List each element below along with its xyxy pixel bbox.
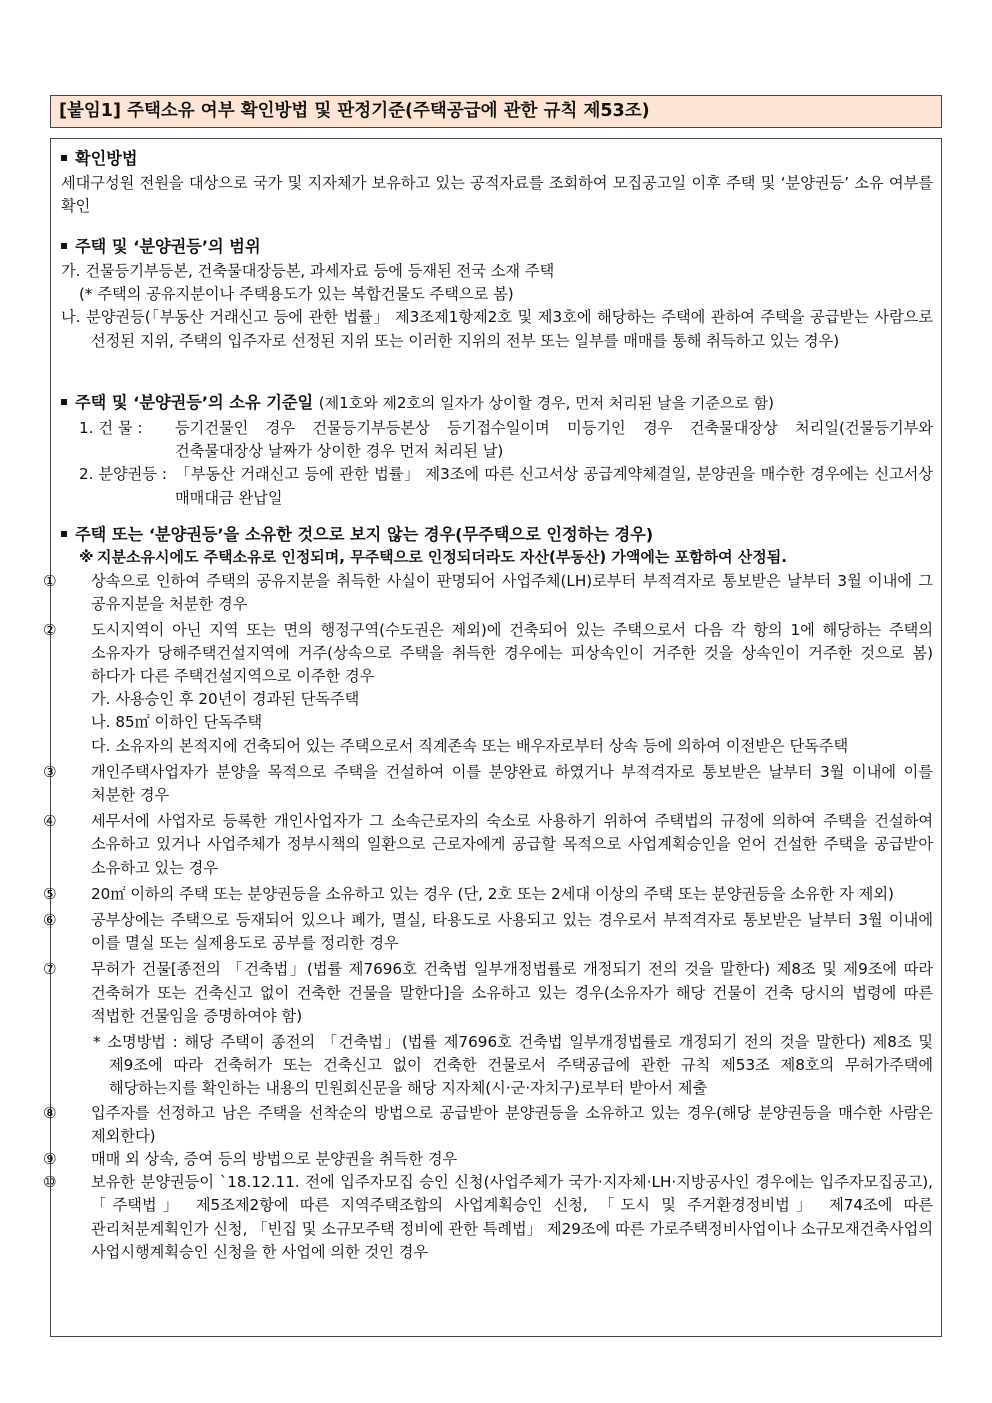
sub-list-item: 다. 소유자의 본적지에 건축되어 있는 주택으로서 직계존속 또는 배우자로부터 상속 등에 의하여 이전받은 단독주택 [91, 736, 849, 755]
square-bullet-icon [61, 243, 67, 249]
content-box [43, 138, 942, 1337]
list-item: ③ 개인주택사업자가 분양을 목적으로 주택을 건설하여 이를 분양완료 하였거나 부적격자로 통보받은 날부터 3월 이내에 이를 처분한 경우 [43, 762, 933, 805]
page-title: [붙임1] 주택소유 여부 확인방법 및 판정기준(주택공급에 관한 규칙 제53조) [50, 95, 942, 128]
list-item: ⑤ 20㎡ 이하의 주택 또는 분양권등을 소유하고 있는 경우 (단, 2호 또는 2세대 이상의 주택 또는 분양권등을 소유한 자 제외) [43, 884, 894, 903]
list-item: ⑦ 무허가 건물[종전의 「건축법」(법률 제7696호 건축법 일부개정법률로 개정되기 전의 것을 말한다) 제8조 및 제9조에 따라 건축허가 또는 건축신고 없이 건축한 건물을 말한다]을 소유하고 있는 경우(소유자가 해당 건물이 건축 당시의 법령에 따른 적법한 건물임을 증명하여야 함) [43, 960, 933, 1025]
section-base-date [61, 391, 933, 510]
section-check-method [61, 147, 933, 218]
list-item: 2. 분양권등 : 「부동산 거래신고 등에 관한 법률」 제3조에 따른 신고서상 공급계약체결일, 분양권을 매수한 경우에는 신고서상 매매대금 완납일 [79, 465, 933, 507]
square-bullet-icon [61, 531, 67, 537]
sub-list-item: 가. 사용승인 후 20년이 경과된 단독주택 [91, 690, 360, 709]
list-item: 1. 건 물 : 등기건물인 경우 건물등기부등본상 등기접수일이며 미등기인 경우 건축물대장상 처리일(건물등기부와 건축물대장상 날짜가 상이한 경우 먼저 처리된 날) [79, 419, 933, 461]
section-header: 주택 및 ‘분양권등’의 소유 기준일 (제1호와 제2호의 일자가 상이할 경우, 먼저 처리된 날을 기준으로 함) [61, 391, 933, 415]
section-header: 확인방법 [61, 147, 933, 170]
list-item-note: (* 주택의 공유지분이나 주택용도가 있는 복합건물도 주택으로 봄) [79, 285, 514, 304]
sub-list-item: * 소명방법 : 해당 주택이 종전의 「건축법」(법률 제7696호 건축법 일부개정법률로 개정되기 전의 것을 말한다) 제8조 및 제9조에 따라 건축허가 또는 건축신고 없이 건축한 건물로서 주택공급에 관한 규칙 제53조 제8호의 무허가주택에 해당하는지를 확인하는 내용의 민원회신문을 해당 지자체(시·군·자치구)로부터 받아서 제출 [93, 1033, 933, 1098]
list-item: ⑧ 입주자를 선정하고 남은 주택을 선착순의 방법으로 공급받아 분양권등을 소유하고 있는 경우(해당 분양권등을 매수한 사람은 제외한다) [43, 1103, 933, 1145]
reference-note: ※ 지분소유시에도 주택소유로 인정되며, 무주택으로 인정되더라도 자산(부동산) 가액에는 포함하여 산정됨. [79, 548, 787, 566]
list-item: 가. 건물등기부등본, 건축물대장등본, 과세자료 등에 등재된 전국 소재 주택 [61, 262, 555, 280]
list-item: ⑥ 공부상에는 주택으로 등재되어 있으나 폐가, 멸실, 타용도로 사용되고 있는 경우로서 부적격자로 통보받은 날부터 3월 이내에 이를 멸실 또는 실제용도로 공부를 정리한 경우 [43, 911, 933, 953]
section-body: 세대구성원 전원을 대상으로 국가 및 지자체가 보유하고 있는 공적자료를 조회하여 모집공고일 이후 주택 및 ‘분양권등’ 소유 여부를 확인 [61, 174, 933, 216]
sub-list-item: 나. 85㎡ 이하인 단독주택 [91, 713, 263, 732]
section-non-owner [43, 523, 933, 1264]
list-item: ⑨ 매매 외 상속, 증여 등의 방법으로 분양권을 취득한 경우 [43, 1150, 458, 1169]
list-item: ④ 세무서에 사업자로 등록한 개인사업자가 그 소속근로자의 숙소로 사용하기 위하여 주택법의 규정에 의하여 주택을 건설하여 소유하고 있거나 사업주체가 정부시책의 일환으로 근로자에게 공급할 목적으로 사업계획승인을 얻어 건설한 주택을 공급받아 소유하고 있는 경우 [43, 812, 933, 877]
section-header: 주택 또는 ‘분양권등’을 소유한 것으로 보지 않는 경우(무주택으로 인정하는 경우) [61, 523, 933, 546]
square-bullet-icon [61, 155, 67, 161]
section-header: 주택 및 ‘분양권등’의 범위 [61, 235, 933, 258]
list-item: 나. 분양권등(「부동산 거래신고 등에 관한 법률」 제3조제1항제2호 및 제3호에 해당하는 주택에 관하여 주택을 공급받는 사람으로 선정된 지위, 주택의 입주자로 선정된 지위 또는 이러한 지위의 전부 또는 일부를 매매를 통해 취득하고 있는 경우) [61, 308, 933, 350]
square-bullet-icon [61, 399, 67, 405]
section-scope [61, 235, 933, 353]
list-item: ① 상속으로 인하여 주택의 공유지분을 취득한 사실이 판명되어 사업주체(LH)로부터 부적격자로 통보받은 날부터 3월 이내에 그 공유지분을 처분한 경우 [43, 572, 933, 614]
list-item: ② 도시지역이 아닌 지역 또는 면의 행정구역(수도권은 제외)에 건축되어 있는 주택으로서 다음 각 항의 1에 해당하는 주택의 소유자가 당해주택건설지역에 거주(상속으로 주택을 취득한 경우에는 피상속인이 거주한 것을 상속인이 거주한 것으로 봄)하다가 다른 주택건설지역으로 이주한 경우 [43, 620, 933, 686]
list-item: ⑩ 보유한 분양권등이 `18.12.11. 전에 입주자모집 승인 신청(사업주체가 국가·지자체·LH·지방공사인 경우에는 입주자모집공고), 「주택법」 제5조제2항에 따른 지역주택조합의 사업계획승인 신청, 「도시 및 주거환경정비법」 제74조에 따른 관리처분계획인가 신청, 「빈집 및 소규모주택 정비에 관한 특례법」 제29조에 따른 가로주택정비사업이나 소규모재건축사업의 사업시행계획승인 신청을 한 사업에 의한 것인 경우 [43, 1173, 933, 1261]
